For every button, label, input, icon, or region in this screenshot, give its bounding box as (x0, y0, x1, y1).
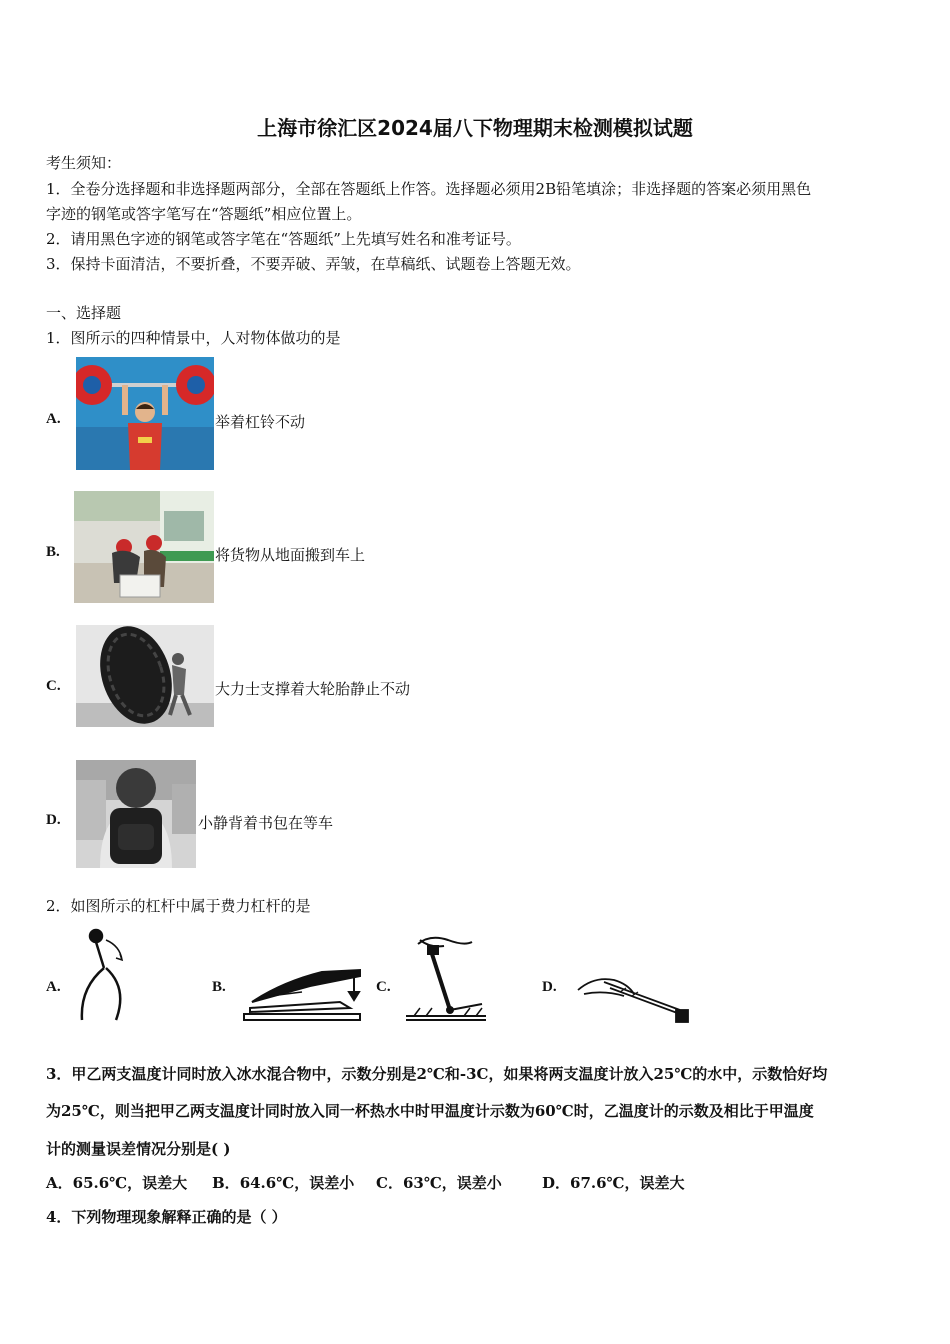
page-title: 上海市徐汇区2024届八下物理期末检测模拟试题 (257, 116, 693, 140)
stapler-drawing-icon (240, 962, 364, 1022)
tire-photo-icon (76, 625, 214, 727)
q3-option-a (46, 1172, 187, 1193)
q3-option-d (542, 1172, 685, 1193)
q2-option-a-letter: A. (46, 979, 61, 995)
tweezers-drawing-icon (570, 970, 694, 1026)
notice-item: 2．请用黑色字迹的钢笔或答字笔在“答题纸”上先填写姓名和准考证号。 (46, 230, 521, 248)
question-2-stem: 2．如图所示的杠杆中属于费力杠杆的是 (46, 897, 311, 915)
question-4-stem: 4．下列物理现象解释正确的是（ ） (46, 1208, 287, 1226)
q2-option-d-letter: D. (542, 979, 557, 995)
section-heading: 一、选择题 (46, 304, 122, 322)
q3-option-c (376, 1172, 502, 1193)
q1-option-c-text: 大力士支撑着大轮胎静止不动 (215, 680, 411, 698)
q1-option-d-letter: D. (46, 812, 61, 828)
q3-option-c-text: 63℃，误差小 (402, 1174, 502, 1192)
q3-option-a-text: 65.6℃，误差大 (72, 1174, 188, 1192)
notice-heading: 考生须知： (46, 154, 122, 172)
pump-handle-drawing-icon (404, 932, 488, 1024)
q3-option-c-letter: C． (376, 1174, 403, 1192)
notice-item: 3．保持卡面清洁，不要折叠，不要弄破、弄皱，在草稿纸、试题卷上答题无效。 (46, 255, 581, 273)
q3-option-b-text: 64.6℃，误差小 (239, 1174, 355, 1192)
q3-option-d-text: 67.6℃，误差大 (570, 1174, 685, 1192)
q1-option-a-text: 举着杠铃不动 (215, 413, 306, 431)
q3-option-b (212, 1172, 354, 1193)
q1-option-b-text: 将货物从地面搬到车上 (215, 546, 366, 564)
notice-item: 1．全卷分选择题和非选择题两部分，全部在答题纸上作答。选择题必须用2B铅笔填涂；非选择题的答案必须用黑色 (46, 180, 812, 198)
q3-option-d-letter: D． (542, 1174, 571, 1192)
q2-option-c-letter: C. (376, 979, 391, 995)
question-3-line: 计的测量误差情况分别是( ) (46, 1140, 231, 1158)
q1-option-b-letter: B. (46, 544, 60, 560)
q1-option-a-letter: A. (46, 411, 61, 427)
question-3-line: 为25℃，则当把甲乙两支温度计同时放入同一杯热水中时甲温度计示数为60℃时，乙温度计的示数及相比于甲温度 (46, 1102, 814, 1120)
weightlifter-photo-icon (76, 357, 214, 470)
q3-option-b-letter: B． (212, 1174, 240, 1192)
notice-item: 字迹的钢笔或答字笔写在“答题纸”相应位置上。 (46, 205, 362, 223)
question-1-stem: 1．图所示的四种情景中，人对物体做功的是 (46, 329, 341, 347)
q2-option-b-letter: B. (212, 979, 226, 995)
q3-option-a-letter: A． (46, 1174, 73, 1192)
lifting-cargo-photo-icon (74, 491, 214, 603)
backpack-photo-icon (76, 760, 196, 868)
q1-option-d-text: 小静背着书包在等车 (198, 814, 334, 832)
question-3-line: 3．甲乙两支温度计同时放入冰水混合物中，示数分别是2℃和-3C，如果将两支温度计放入25℃的水中，示数恰好均 (46, 1065, 828, 1083)
pliers-drawing-icon (76, 928, 132, 1024)
q1-option-c-letter: C. (46, 678, 61, 694)
